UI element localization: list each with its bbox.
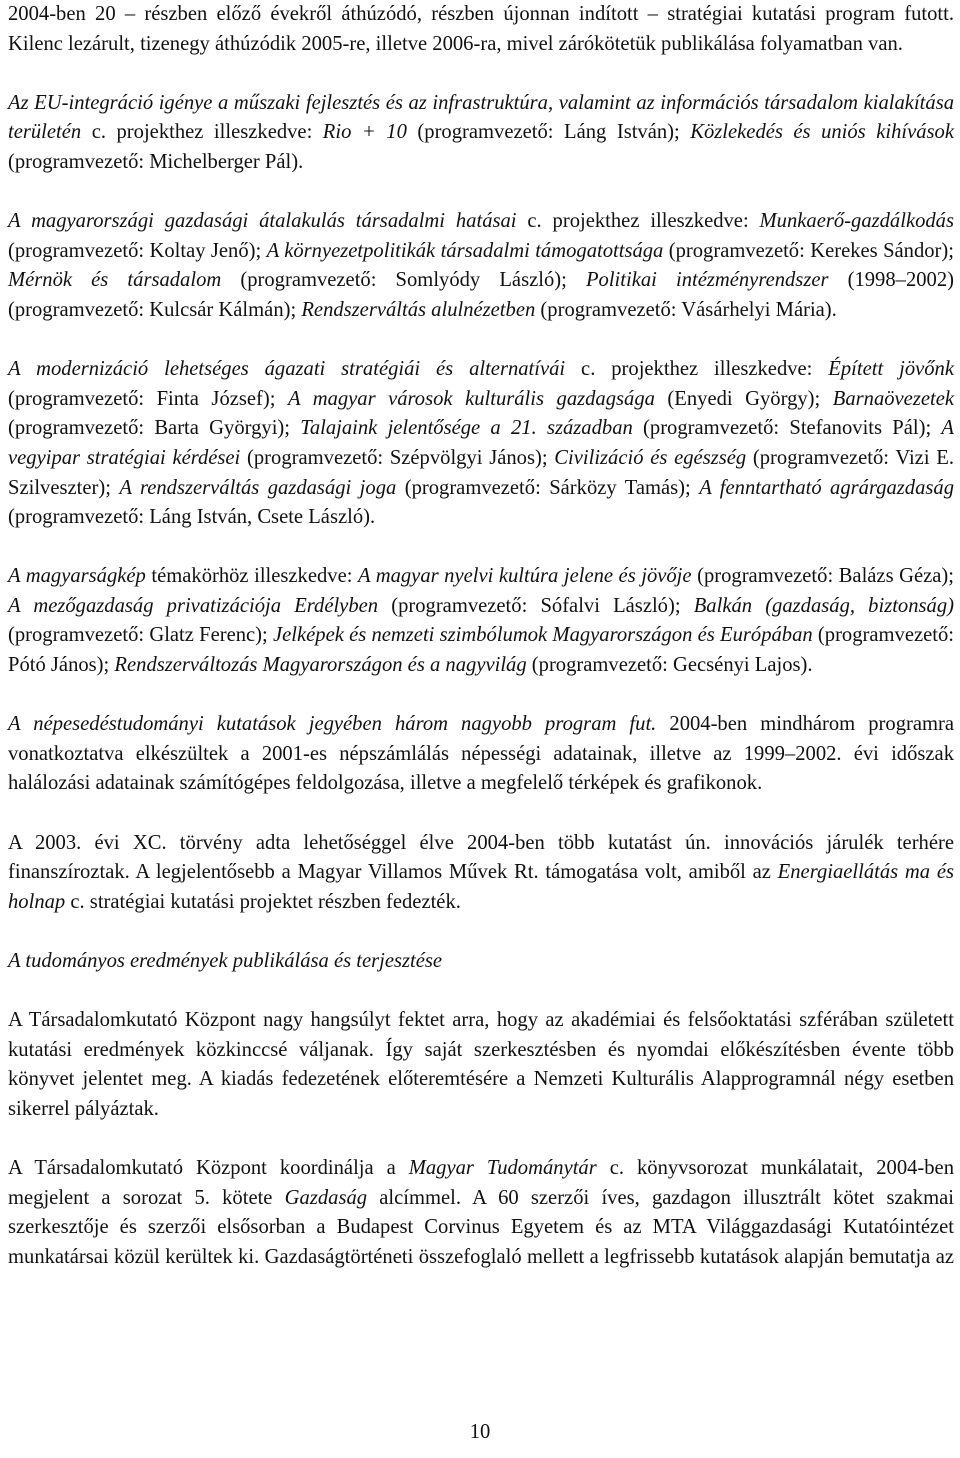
italic-text-run: A magyar városok kulturális gazdagsága <box>287 387 655 410</box>
paragraph <box>8 355 954 533</box>
text-run: A Társadalomkutató Központ koordinálja a <box>8 1157 409 1180</box>
text-run: c. projekthez illeszkedve: <box>565 358 829 381</box>
italic-text-run: Rendszerváltozás Magyarországon és a nagyvilág <box>114 654 527 677</box>
italic-text-run: Jelképek és nemzeti szimbólumok Magyarországon és Európában <box>273 624 813 647</box>
text-run: (programvezető: Michelberger Pál). <box>8 150 304 173</box>
section-heading <box>8 947 954 977</box>
italic-text-run: Barnaövezetek <box>832 387 954 410</box>
italic-text-run: Balkán (gazdaság, biztonság) <box>693 594 954 617</box>
paragraph <box>8 89 954 178</box>
italic-text-run: Közlekedés és uniós kihívások <box>690 121 954 144</box>
italic-text-run: A fenntartható agrárgazdaság <box>699 476 955 499</box>
italic-text-run: Épített jövőnk <box>828 358 954 381</box>
text-run: A Társadalomkutató Központ nagy hangsúlyt fektet arra, hogy az akadémiai és felsőoktatási szférában született kutatási eredmények közkinccsé váljanak. Így saját szerkesztésben és nyomdai előkészítésben évente több könyvet jelentet meg. A kiadás fedezetének előteremtésére a Nemzeti Kulturális Alapprogramnál négy esetben sikerrel pályáztak. <box>8 1009 954 1120</box>
text-run: (programvezető: Sófalvi László); <box>378 594 694 617</box>
text-run: 2004-ben mindhárom programra vonatkoztatva elkészültek a 2001-es népszámlálás népességi adatainak, illetve az 1999–2002. évi időszak halálozási adatainak számítógépes feldolgozása, illetve a megfelelő térképek és grafikonok. <box>8 713 955 795</box>
italic-text-run: Az EU-integráció igénye a műszaki fejlesztés és az infrastruktúra, valamint az információs társadalom kialakítása területén <box>8 91 954 144</box>
italic-text-run: A népesedéstudományi kutatások jegyében három nagyobb program fut. <box>8 713 657 736</box>
text-run: (programvezető: Gecsényi Lajos). <box>526 654 813 677</box>
text-run: A 2003. évi XC. törvény adta lehetőséggel élve 2004-ben több kutatást ún. innovációs járulék terhére finanszíroztak. A legjelentősebb a Magyar Villamos Művek Rt. támogatása volt, amiből az <box>8 831 954 884</box>
text-run: témakörhöz illeszkedve: <box>145 565 358 588</box>
document-page <box>8 0 954 1273</box>
paragraph <box>8 1006 954 1124</box>
italic-text-run: A magyar nyelvi kultúra jelene és jövője <box>357 565 692 588</box>
text-run: (programvezető: Somlyódy László); <box>221 269 586 292</box>
text-run: (programvezető: Láng István, Csete László). <box>8 506 376 529</box>
text-run: c. projekthez illeszkedve: <box>516 210 760 233</box>
text-run: (Enyedi György); <box>654 387 833 410</box>
italic-text-run: A környezetpolitikák társadalmi támogatottsága <box>266 239 664 262</box>
italic-text-run: Civilizáció és egészség <box>554 446 747 469</box>
paragraph <box>8 710 954 799</box>
text-run: (programvezető: Kerekes Sándor); <box>663 239 954 262</box>
text-run: (programvezető: Finta József); <box>8 387 288 410</box>
text-run: (1998–2002) (programvezető: Kulcsár Kálmán); <box>8 269 954 321</box>
text-run: alcímmel. A 60 szerzői íves, gazdagon illusztrált kötet szakmai szerkesztője és szerzői elsősorban a Budapest Corvinus Egyetem és az MTA Világgazdasági Kutatóintézet munkatársai közül kerültek ki. Gazdaságtörténeti összefoglaló mellett a legfrissebb kutatások alapján bemutatja az <box>8 1186 954 1268</box>
text-run: (programvezető: Pótó János); <box>8 624 955 677</box>
paragraph <box>8 562 954 680</box>
text-run: (programvezető: Vizi E. Szilveszter); <box>8 446 954 499</box>
text-run: (programvezető: Szépvölgyi János); <box>240 446 555 469</box>
text-run: (programvezető: Stefanovits Pál); <box>632 417 942 440</box>
italic-text-run: A magyarságkép <box>8 565 146 588</box>
italic-text-run: A magyarországi gazdasági átalakulás társadalmi hatásai <box>8 210 517 233</box>
paragraph <box>8 1154 954 1272</box>
italic-text-run: Rio + 10 <box>322 121 407 144</box>
text-run: c. könyvsorozat munkálatait, 2004-ben megjelent a sorozat 5. kötete <box>8 1157 954 1209</box>
text-run: c. stratégiai kutatási projektet részben fedezték. <box>65 890 461 913</box>
italic-text-run: Magyar Tudománytár <box>408 1157 597 1180</box>
text-run: (programvezető: Balázs Géza); <box>691 565 954 588</box>
page-number: 10 <box>469 1421 491 1443</box>
italic-text-run: A mezőgazdaság privatizációja Erdélyben <box>8 594 379 617</box>
text-run: (programvezető: Vásárhelyi Mária). <box>535 298 837 321</box>
italic-text-run: A rendszerváltás gazdasági joga <box>119 476 397 499</box>
text-run: (programvezető: Koltay Jenő); <box>8 239 267 262</box>
text-run: (programvezető: Sárközy Tamás); <box>396 476 700 499</box>
italic-text-run: Gazdaság <box>284 1186 368 1209</box>
text-run: (programvezető: Barta Györgyi); <box>8 417 301 440</box>
italic-text-run: A modernizáció lehetséges ágazati stratégiái és alternatívái <box>8 358 566 381</box>
text-run: (programvezető: Láng István); <box>406 121 691 144</box>
italic-text-run: Munkaerő-gazdálkodás <box>759 210 954 233</box>
italic-text-run: Mérnök és társadalom <box>8 269 222 292</box>
italic-text-run: Talajaink jelentősége a 21. században <box>300 417 633 440</box>
italic-text-run: Rendszerváltás alulnézetben <box>301 298 536 321</box>
italic-text-run: Energiaellátás ma és holnap <box>8 861 954 913</box>
italic-text-run: Politikai intézményrendszer <box>585 269 829 292</box>
text-run: 2004-ben 20 – részben előző évekről áthúzódó, részben újonnan indított – stratégiai kutatási program futott. Kilenc lezárult, tizenegy áthúzódik 2005-re, illetve 2006-ra, mivel zárókötetük publikálása folyamatban van. <box>8 3 954 55</box>
paragraph <box>8 207 954 325</box>
text-run: (programvezető: Glatz Ferenc); <box>8 624 273 647</box>
paragraph <box>8 0 954 59</box>
text-run: c. projekthez illeszkedve: <box>81 121 323 144</box>
paragraph <box>8 829 954 918</box>
italic-text-run: A tudományos eredmények publikálása és terjesztése <box>8 950 443 972</box>
italic-text-run: A vegyipar stratégiai kérdései <box>8 417 954 469</box>
